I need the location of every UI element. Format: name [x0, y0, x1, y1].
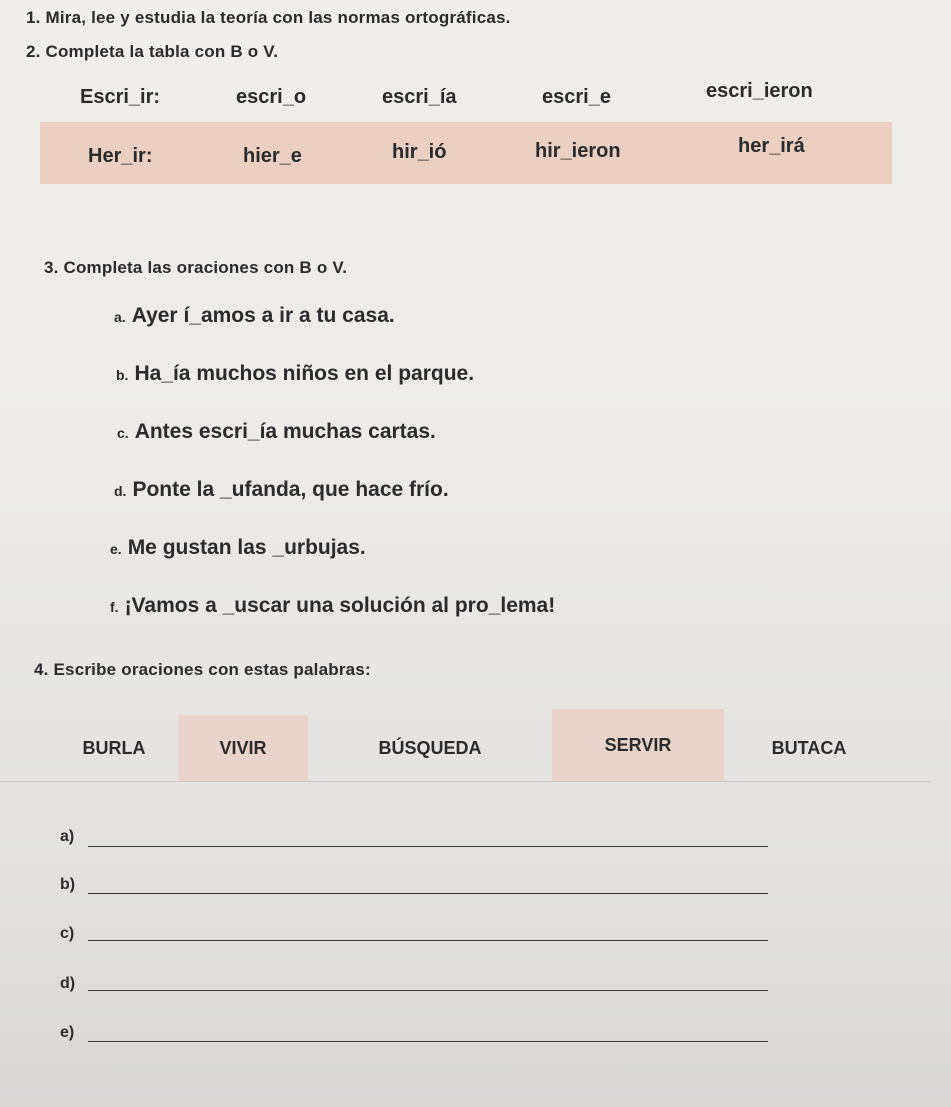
table-row1-cell1: Escri_ir:	[80, 86, 161, 108]
answer-line-e[interactable]	[88, 1041, 768, 1042]
table-row1-cell4: escri_e	[542, 86, 611, 108]
sentence-f	[110, 594, 555, 618]
table-row1-cell3: escri_ía	[382, 86, 457, 108]
sentence-b	[116, 362, 474, 386]
instruction-2: 2. Completa la tabla con B o V.	[26, 42, 279, 61]
sentence-text: Ha_ía muchos niños en el parque.	[134, 362, 475, 385]
answer-label-e: e)	[60, 1024, 75, 1041]
table-row2-cell1: Her_ir:	[88, 145, 153, 167]
instruction-3: 3. Completa las oraciones con B o V.	[44, 258, 348, 277]
answer-label-c: c)	[60, 925, 75, 942]
sentence-label: e.	[110, 541, 122, 557]
table-row2-cell2: hier_e	[243, 145, 302, 167]
word-4: SERVIR	[552, 709, 724, 781]
answer-label-a: a)	[60, 828, 75, 845]
sentence-text: Me gustan las _urbujas.	[127, 536, 366, 559]
answer-line-a[interactable]	[88, 846, 768, 847]
table-row1-cell5: escri_ieron	[706, 80, 813, 102]
table-row2-cell3: hir_ió	[392, 141, 447, 163]
sentence-e	[110, 536, 366, 560]
word-strip	[0, 715, 930, 782]
sentence-text: ¡Vamos a _uscar una solución al pro_lema!	[124, 594, 556, 617]
table-row1-cell2: escri_o	[236, 86, 307, 108]
table-row2-cell4: hir_ieron	[535, 140, 621, 162]
sentence-c	[117, 420, 436, 444]
instruction-4: 4. Escribe oraciones con estas palabras:	[34, 660, 371, 679]
word-2: VIVIR	[178, 715, 308, 781]
answer-line-b[interactable]	[88, 893, 768, 894]
word-1: BURLA	[82, 737, 146, 758]
answer-line-d[interactable]	[88, 990, 768, 991]
answer-label-b: b)	[60, 876, 76, 893]
sentence-text: Antes escri_ía muchas cartas.	[134, 420, 436, 443]
sentence-label: b.	[116, 367, 129, 383]
table-row2-cell5: her_irá	[738, 135, 805, 157]
sentence-label: d.	[114, 483, 127, 499]
word-5: BUTACA	[771, 737, 847, 758]
sentence-text: Ponte la _ufanda, que hace frío.	[132, 478, 449, 501]
sentence-label: f.	[110, 599, 119, 615]
sentence-label: a.	[114, 309, 126, 325]
answer-label-d: d)	[60, 975, 76, 992]
answer-line-c[interactable]	[88, 940, 768, 941]
sentence-d	[114, 478, 449, 502]
sentence-label: c.	[117, 425, 129, 441]
instruction-1: 1. Mira, lee y estudia la teoría con las normas ortográficas.	[26, 8, 511, 27]
sentence-a	[114, 304, 395, 328]
word-3: BÚSQUEDA	[378, 737, 482, 758]
sentence-text: Ayer í_amos a ir a tu casa.	[131, 304, 395, 327]
